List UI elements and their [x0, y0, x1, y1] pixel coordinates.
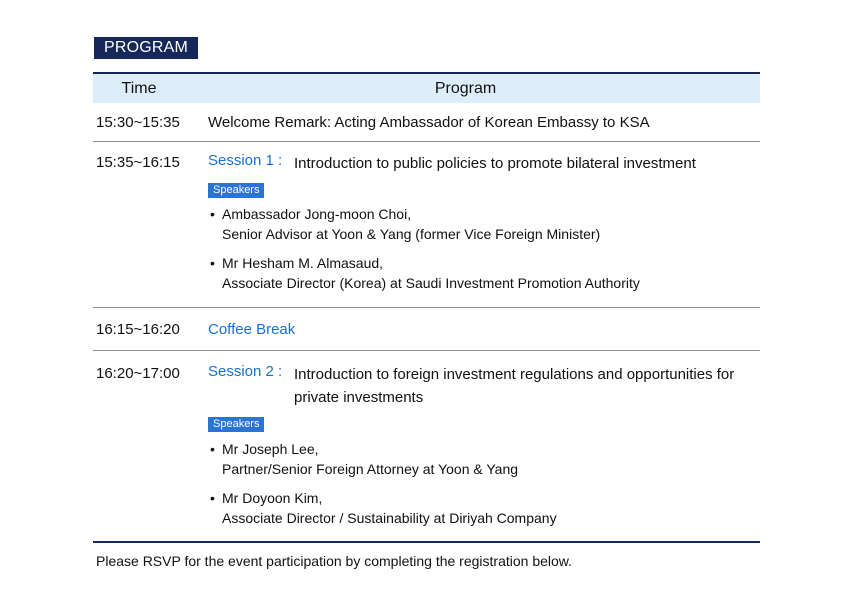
speaker-entry: [210, 204, 760, 244]
speakers-tag: Speakers: [208, 183, 264, 198]
speaker-name: Mr Doyoon Kim,: [222, 490, 323, 506]
speaker-name: Mr Joseph Lee,: [222, 441, 319, 457]
session-label: Session 1 :: [208, 152, 283, 169]
row-time: 15:30~15:35: [96, 113, 180, 131]
bullet-icon: •: [210, 206, 215, 222]
bullet-icon: •: [210, 490, 215, 506]
table-row: [93, 142, 760, 308]
speaker-role: Senior Advisor at Yoon & Yang (former Vice Foreign Minister): [222, 226, 601, 242]
speaker-role: Partner/Senior Foreign Attorney at Yoon & Yang: [222, 461, 519, 477]
speaker-entry: [210, 488, 760, 528]
program-table: [93, 72, 760, 543]
session-title: Introduction to foreign investment regulations and opportunities for private investments: [294, 366, 735, 406]
table-row: [93, 308, 760, 351]
program-heading-badge: PROGRAM: [94, 37, 198, 59]
rsvp-note: Please RSVP for the event participation by completing the registration below.: [96, 553, 573, 569]
speaker-name: Mr Hesham M. Almasaud,: [222, 255, 384, 271]
row-time: 16:15~16:20: [96, 320, 180, 338]
session-title: Introduction to public policies to promote bilateral investment: [294, 155, 696, 172]
column-header-program: Program: [434, 79, 497, 97]
speaker-entry: [210, 253, 760, 293]
bullet-icon: •: [210, 441, 215, 457]
speakers-tag: Speakers: [208, 417, 264, 432]
session-label: Session 2 :: [208, 363, 283, 380]
table-row: [93, 351, 760, 543]
session-heading: [208, 363, 760, 409]
row-time: 16:20~17:00: [96, 365, 180, 382]
bullet-icon: •: [210, 255, 215, 271]
table-row: [93, 103, 760, 142]
speaker-entry: [210, 439, 760, 479]
row-program-text: Welcome Remark: Acting Ambassador of Korean Embassy to KSA: [208, 113, 650, 131]
column-header-time: Time: [121, 79, 157, 97]
session-heading: [208, 152, 760, 175]
speaker-role: Associate Director (Korea) at Saudi Investment Promotion Authority: [222, 275, 640, 291]
row-program-text: Coffee Break: [208, 320, 296, 338]
row-time: 15:35~16:15: [96, 154, 180, 171]
speaker-name: Ambassador Jong-moon Choi,: [222, 206, 412, 222]
speaker-role: Associate Director / Sustainability at Diriyah Company: [222, 510, 557, 526]
table-header: [93, 74, 760, 103]
